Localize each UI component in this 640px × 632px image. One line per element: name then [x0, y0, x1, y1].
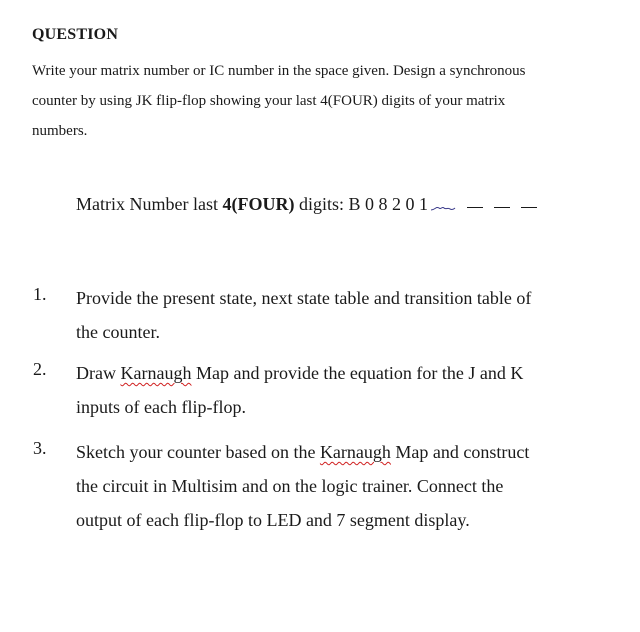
matrix-number-line	[76, 194, 537, 215]
item-text	[76, 356, 598, 424]
item-line-part: Draw	[76, 363, 121, 383]
item-number: 3.	[33, 438, 47, 458]
item-line-part: Map and provide the equation for the J and K	[191, 363, 524, 383]
item-text	[76, 435, 598, 537]
intro-line-2: counter by using JK flip-flop showing your last 4(FOUR) digits of your matrix	[32, 93, 506, 109]
blank-digit-2	[494, 197, 510, 208]
item-line: the circuit in Multisim and on the logic trainer. Connect the	[76, 476, 504, 496]
item-line-part: Map and construct	[390, 442, 530, 462]
intro-line-3: numbers.	[32, 123, 88, 139]
question-heading: QUESTION	[32, 26, 119, 43]
item-line	[76, 356, 598, 390]
matrix-label-prefix: Matrix Number last	[76, 194, 223, 214]
question-intro	[32, 56, 598, 146]
matrix-label-suffix: digits: B 0 8 2 0 1	[294, 194, 428, 214]
blank-digit-3	[521, 197, 537, 208]
blank-digit-1	[467, 197, 483, 208]
item-number: 1.	[33, 284, 47, 304]
spellcheck-word: Karnaugh	[319, 442, 391, 462]
handwritten-mark	[430, 198, 456, 212]
item-line	[76, 435, 598, 469]
item-line: inputs of each flip-flop.	[76, 397, 246, 417]
matrix-label-bold: 4(FOUR)	[222, 194, 295, 214]
item-line: output of each flip-flop to LED and 7 segment display.	[76, 510, 470, 530]
item-line: Provide the present state, next state table and transition table of	[76, 288, 532, 308]
spellcheck-word: Karnaugh	[120, 363, 192, 383]
item-text	[76, 281, 598, 349]
item-number: 2.	[33, 359, 47, 379]
intro-line-1: Write your matrix number or IC number in the space given. Design a synchronous	[32, 63, 526, 79]
item-line: the counter.	[76, 322, 160, 342]
item-line-part: Sketch your counter based on the	[76, 442, 320, 462]
